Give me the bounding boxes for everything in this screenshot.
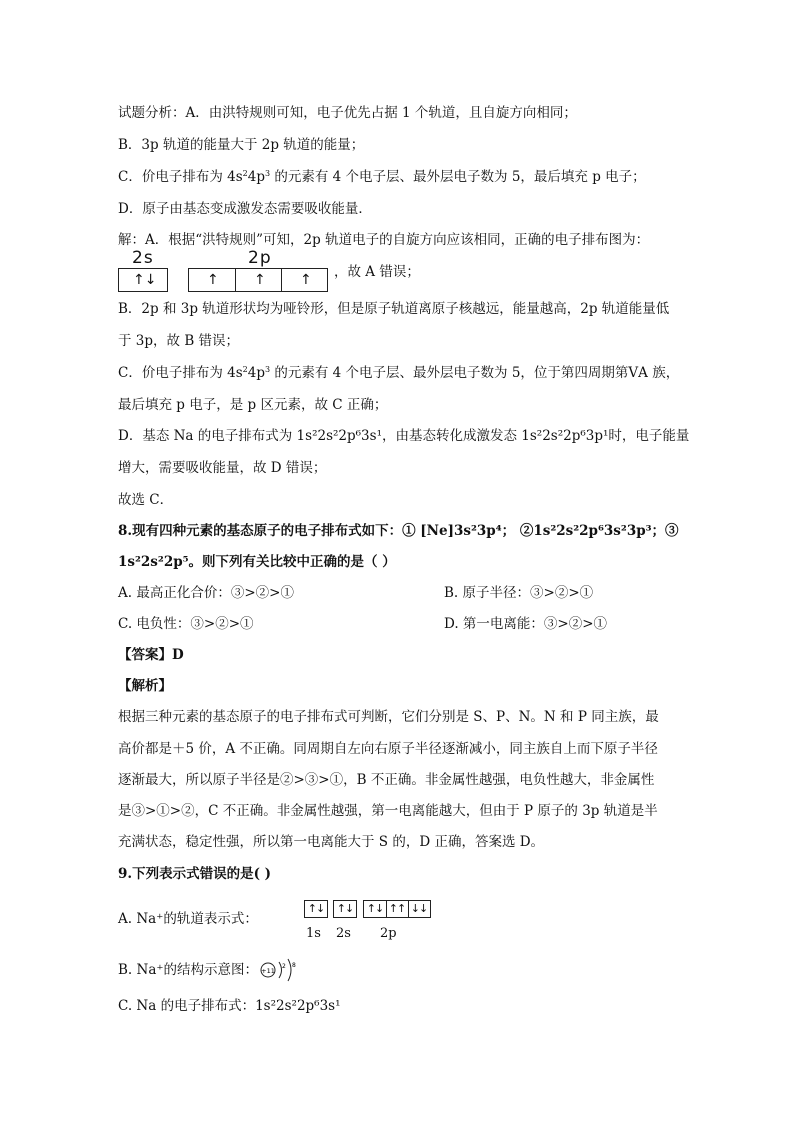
q8-stem-line2: 1s²2s²2p⁵。则下列有关比较中正确的是（ ） bbox=[118, 554, 396, 570]
q8-explanation-line4: 是③>①>②，C 不正确。非金属性越强，第一电离能越大，但由于 P 原子的 3p 轨道是半 bbox=[118, 803, 658, 819]
orbital-2s-arrows: ↑↓ bbox=[133, 272, 157, 288]
q8-option-a: A. 最高正化合价：③>②>① bbox=[118, 585, 294, 601]
box-2p-cell-3: ↓↓ bbox=[410, 902, 428, 915]
orbital-2p-arrow-1: ↑ bbox=[207, 272, 219, 288]
q8-explanation-line3: 逐渐最大，所以原子半径是②>③>①，B 不正确。非金属性越强，电负性越大，非金属性 bbox=[118, 772, 655, 788]
solution-a-after: ，故 A 错误； bbox=[334, 264, 420, 280]
analysis-c: C．价电子排布为 $4s^24p^3$ 的元素有 4 个电子层、最外层电子数为 5，最后填充 p 电子； bbox=[118, 169, 646, 185]
box-2p-cell-2: ↑↑ bbox=[388, 902, 406, 915]
label-2s: 2s bbox=[336, 926, 351, 941]
shell-2-count: 8 bbox=[292, 962, 296, 969]
q8-answer: 【答案】D bbox=[118, 647, 184, 663]
box-2p bbox=[363, 900, 431, 918]
orbital-2s-label: 2s bbox=[132, 248, 154, 268]
solution-conclusion: 故选 C． bbox=[118, 492, 174, 508]
q8-analysis-heading: 【解析】 bbox=[118, 678, 172, 694]
q8-explanation-line2: 高价都是＋5 价，A 不正确。同周期自左向右原子半径逐渐减小，同主族自上而下原子半径 bbox=[118, 741, 658, 757]
q8-stem-line1: 8.现有四种元素的基态原子的电子排布式如下：① [Ne]3s²3p⁴； ②1s²2s²2p⁶3s²3p³；③ bbox=[118, 523, 679, 539]
solution-b-line2: 于 3p，故 B 错误； bbox=[118, 333, 240, 349]
na-ion-structure-diagram bbox=[258, 955, 304, 985]
solution-c-line2: 最后填充 p 电子，是 p 区元素，故 C 正确； bbox=[118, 397, 388, 413]
q9-option-b: B. Na⁺的结构示意图： bbox=[118, 962, 258, 978]
q9-option-c: C. Na 的电子排布式：1s²2s²2p⁶3s¹ bbox=[118, 998, 341, 1014]
solution-d-line1: D．基态 Na 的电子排布式为 1s²2s²2p⁶3s¹，由基态转化成激发态 1s²2s²2p⁶3p¹时，电子能量 bbox=[118, 428, 690, 444]
solution-c-line1: C．价电子排布为 $4s^24p^3$ 的元素有 4 个电子层、最外层电子数为 5，位于第四周期第ⅤA 族， bbox=[118, 365, 680, 381]
analysis-b: B．3p 轨道的能量大于 2p 轨道的能量； bbox=[118, 137, 365, 153]
orbital-2p-box bbox=[188, 268, 328, 292]
solution-d-line2: 增大，需要吸收能量，故 D 错误； bbox=[118, 460, 327, 476]
box-1s: ↑↓ bbox=[304, 900, 328, 918]
orbital-2p-arrow-2: ↑ bbox=[254, 272, 266, 288]
orbital-2p-arrow-3: ↑ bbox=[300, 272, 312, 288]
nucleus-charge: +11 bbox=[261, 967, 275, 975]
shell-1-count: 2 bbox=[282, 963, 286, 970]
analysis-intro: 试题分析：A．由洪特规则可知，电子优先占据 1 个轨道，且自旋方向相同； bbox=[118, 105, 577, 121]
solution-a-line: 解：A．根据“洪特规则”可知，2p 轨道电子的自旋方向应该相同，正确的电子排布图为： bbox=[118, 232, 650, 248]
box-2s: ↑↓ bbox=[333, 900, 357, 918]
q8-explanation-line1: 根据三种元素的基态原子的电子排布式可判断，它们分别是 S、P、N。N 和 P 同主族，最 bbox=[118, 709, 659, 725]
q9-option-a: A. Na⁺的轨道表示式： bbox=[118, 911, 258, 927]
q8-option-d: D. 第一电离能：③>②>① bbox=[444, 616, 608, 632]
orbital-2p-label: 2p bbox=[248, 248, 272, 268]
orbital-2s-box bbox=[118, 268, 168, 292]
q9-stem: 9.下列表示式错误的是( ) bbox=[118, 866, 272, 882]
q8-explanation-line5: 充满状态，稳定性强，所以第一电离能大于 S 的，D 正确，答案选 D。 bbox=[118, 834, 545, 850]
analysis-d: D．原子由基态变成激发态需要吸收能量． bbox=[118, 201, 372, 217]
solution-b-line1: B．2p 和 3p 轨道形状均为哑铃形，但是原子轨道离原子核越远，能量越高，2p 轨道能量低 bbox=[118, 301, 670, 317]
label-1s: 1s bbox=[306, 926, 321, 941]
q8-option-c: C. 电负性：③>②>① bbox=[118, 616, 254, 632]
shell-arc-2 bbox=[288, 959, 291, 981]
label-2p: 2p bbox=[380, 926, 397, 941]
box-2p-cell-1: ↑↓ bbox=[366, 902, 384, 915]
q8-option-b: B. 原子半径：③>②>① bbox=[444, 585, 594, 601]
